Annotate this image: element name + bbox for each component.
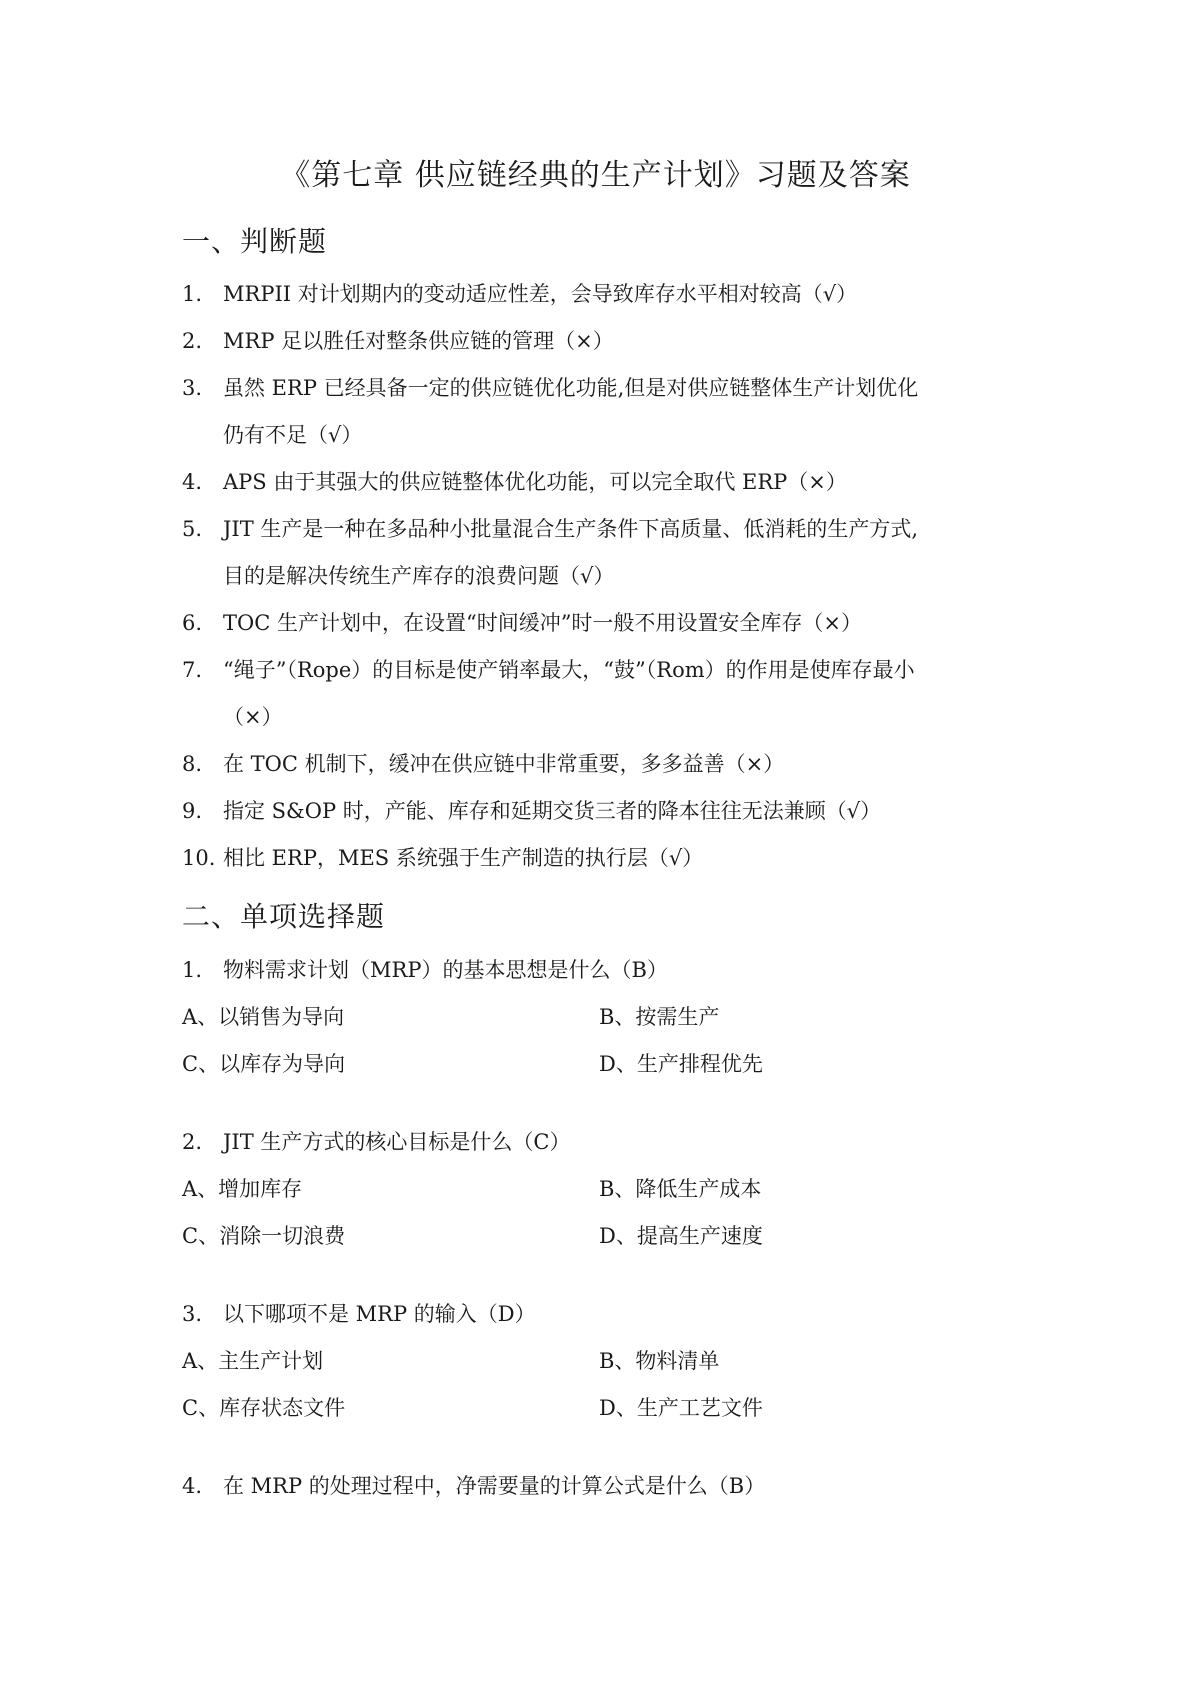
document-title: 《第七章 供应链经典的生产计划》习题及答案 [280, 158, 911, 193]
item-text: 仍有不足（√） [223, 423, 363, 447]
item-number: 4. [182, 470, 203, 494]
item-text: TOC 生产计划中，在设置“时间缓冲”时一般不用设置安全库存（×） [223, 611, 863, 635]
option-b: B、按需生产 [599, 1005, 720, 1029]
option-a: A、增加库存 [182, 1177, 303, 1201]
item-number: 1. [182, 282, 203, 306]
item-text: JIT 生产是一种在多品种小批量混合生产条件下高质量、低消耗的生产方式, [223, 517, 919, 541]
item-text: 指定 S&OP 时，产能、库存和延期交货三者的降本往往无法兼顾（√） [223, 799, 882, 823]
option-d: D、生产工艺文件 [599, 1396, 763, 1420]
question-text: 以下哪项不是 MRP 的输入（D） [223, 1302, 536, 1326]
item-number: 10. [182, 846, 216, 870]
item-text: APS 由于其强大的供应链整体优化功能，可以完全取代 ERP（×） [223, 470, 847, 494]
option-a: A、主生产计划 [182, 1349, 324, 1373]
section-heading-choice: 二、单项选择题 [182, 900, 386, 933]
option-b: B、降低生产成本 [599, 1177, 762, 1201]
item-text: （×） [223, 705, 283, 729]
item-number: 6. [182, 611, 203, 635]
option-a: A、以销售为导向 [182, 1005, 345, 1029]
question-text: JIT 生产方式的核心目标是什么（C） [223, 1130, 571, 1154]
item-text: “绳子”（Rope）的目标是使产销率最大，“鼓”（Rom）的作用是使库存最小 [223, 658, 915, 682]
option-c: C、以库存为导向 [182, 1052, 346, 1076]
question-number: 4. [182, 1474, 203, 1498]
option-c: C、库存状态文件 [182, 1396, 346, 1420]
question-number: 3. [182, 1302, 203, 1326]
item-text: MRPII 对计划期内的变动适应性差，会导致库存水平相对较高（√） [223, 282, 858, 306]
question-text: 在 MRP 的处理过程中，净需要量的计算公式是什么（B） [223, 1474, 766, 1498]
item-number: 9. [182, 799, 203, 823]
option-d: D、提高生产速度 [599, 1224, 763, 1248]
item-number: 2. [182, 329, 203, 353]
item-number: 8. [182, 752, 203, 776]
section-heading-judgement: 一、判断题 [182, 225, 328, 258]
question-number: 1. [182, 958, 203, 982]
option-b: B、物料清单 [599, 1349, 720, 1373]
item-number: 3. [182, 376, 203, 400]
question-number: 2. [182, 1130, 203, 1154]
item-text: 虽然 ERP 已经具备一定的供应链优化功能,但是对供应链整体生产计划优化 [223, 376, 919, 400]
option-c: C、消除一切浪费 [182, 1224, 346, 1248]
item-text: MRP 足以胜任对整条供应链的管理（×） [223, 329, 614, 353]
item-number: 5. [182, 517, 203, 541]
item-number: 7. [182, 658, 203, 682]
item-text: 目的是解决传统生产库存的浪费问题（√） [223, 564, 615, 588]
item-text: 在 TOC 机制下，缓冲在供应链中非常重要，多多益善（×） [223, 752, 785, 776]
question-text: 物料需求计划（MRP）的基本思想是什么（B） [223, 958, 668, 982]
item-text: 相比 ERP，MES 系统强于生产制造的执行层（√） [223, 846, 704, 870]
option-d: D、生产排程优先 [599, 1052, 763, 1076]
